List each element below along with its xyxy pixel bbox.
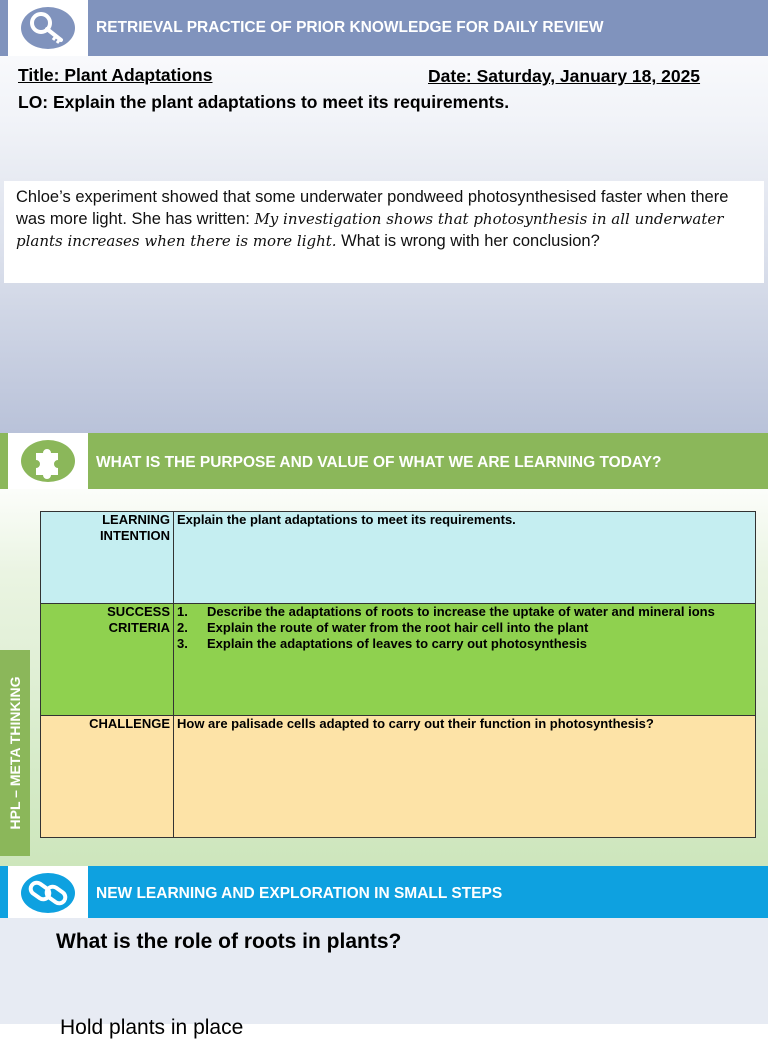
purpose-banner bbox=[0, 433, 768, 489]
hpl-side-label: HPL – META THINKING bbox=[7, 676, 23, 830]
success-criteria-item bbox=[177, 604, 752, 620]
success-criteria-list bbox=[177, 604, 752, 652]
retrieval-question-box bbox=[4, 181, 764, 283]
purpose-banner-title: WHAT IS THE PURPOSE AND VALUE OF WHAT WE ARE LEARNING TODAY? bbox=[96, 454, 662, 471]
challenge-label: CHALLENGE bbox=[41, 716, 174, 838]
criteria-text: Explain the adaptations of leaves to carry out photosynthesis bbox=[207, 636, 587, 651]
learning-intention-row bbox=[41, 512, 756, 604]
question-part-2: What is wrong with her conclusion? bbox=[336, 232, 600, 250]
question-handwritten-quote: My investigation shows that photosynthesis in all underwater plants increases when there is more light. bbox=[16, 210, 724, 250]
retrieval-icon-box bbox=[8, 0, 88, 56]
purpose-section bbox=[0, 433, 768, 866]
question-part-1: Chloe’s experiment showed that some underwater pondweed photosynthesised faster when there was more light. She has written: bbox=[16, 188, 729, 228]
roots-question: What is the role of roots in plants? bbox=[56, 930, 402, 953]
success-criteria-value bbox=[174, 604, 756, 716]
roots-answer: Hold plants in place bbox=[60, 1016, 244, 1039]
criteria-number: 2. bbox=[177, 620, 188, 635]
criteria-text: Explain the route of water from the root hair cell into the plant bbox=[207, 620, 589, 635]
retrieval-practice-section bbox=[0, 0, 768, 433]
learning-intention-label: LEARNING INTENTION bbox=[41, 512, 174, 604]
new-learning-section bbox=[0, 866, 768, 1039]
new-learning-banner-title: NEW LEARNING AND EXPLORATION IN SMALL STEPS bbox=[96, 885, 503, 902]
criteria-number: 1. bbox=[177, 604, 188, 619]
purpose-icon-box bbox=[8, 433, 88, 489]
criteria-number: 3. bbox=[177, 636, 188, 651]
success-criteria-item bbox=[177, 636, 752, 652]
challenge-row bbox=[41, 716, 756, 838]
retrieval-question-text bbox=[16, 186, 752, 252]
retrieval-banner bbox=[0, 0, 768, 56]
success-criteria-item bbox=[177, 620, 752, 636]
learning-table bbox=[40, 511, 756, 838]
hpl-side-tab bbox=[0, 650, 30, 856]
success-criteria-label: SUCCESS CRITERIA bbox=[41, 604, 174, 716]
key-icon bbox=[18, 4, 78, 52]
lesson-title: Title: Plant Adaptations bbox=[18, 65, 213, 85]
learning-objective: LO: Explain the plant adaptations to meet its requirements. bbox=[18, 92, 510, 112]
criteria-text: Describe the adaptations of roots to increase the uptake of water and mineral ions bbox=[207, 604, 715, 619]
new-learning-banner bbox=[0, 866, 768, 918]
challenge-value: How are palisade cells adapted to carry out their function in photosynthesis? bbox=[174, 716, 756, 838]
retrieval-banner-title: RETRIEVAL PRACTICE OF PRIOR KNOWLEDGE FOR DAILY REVIEW bbox=[96, 19, 604, 36]
learning-intention-value: Explain the plant adaptations to meet its requirements. bbox=[174, 512, 756, 604]
link-icon bbox=[18, 870, 78, 916]
lesson-date: Date: Saturday, January 18, 2025 bbox=[428, 66, 701, 86]
puzzle-icon bbox=[18, 437, 78, 485]
new-learning-icon-box bbox=[8, 866, 88, 918]
success-criteria-row bbox=[41, 604, 756, 716]
